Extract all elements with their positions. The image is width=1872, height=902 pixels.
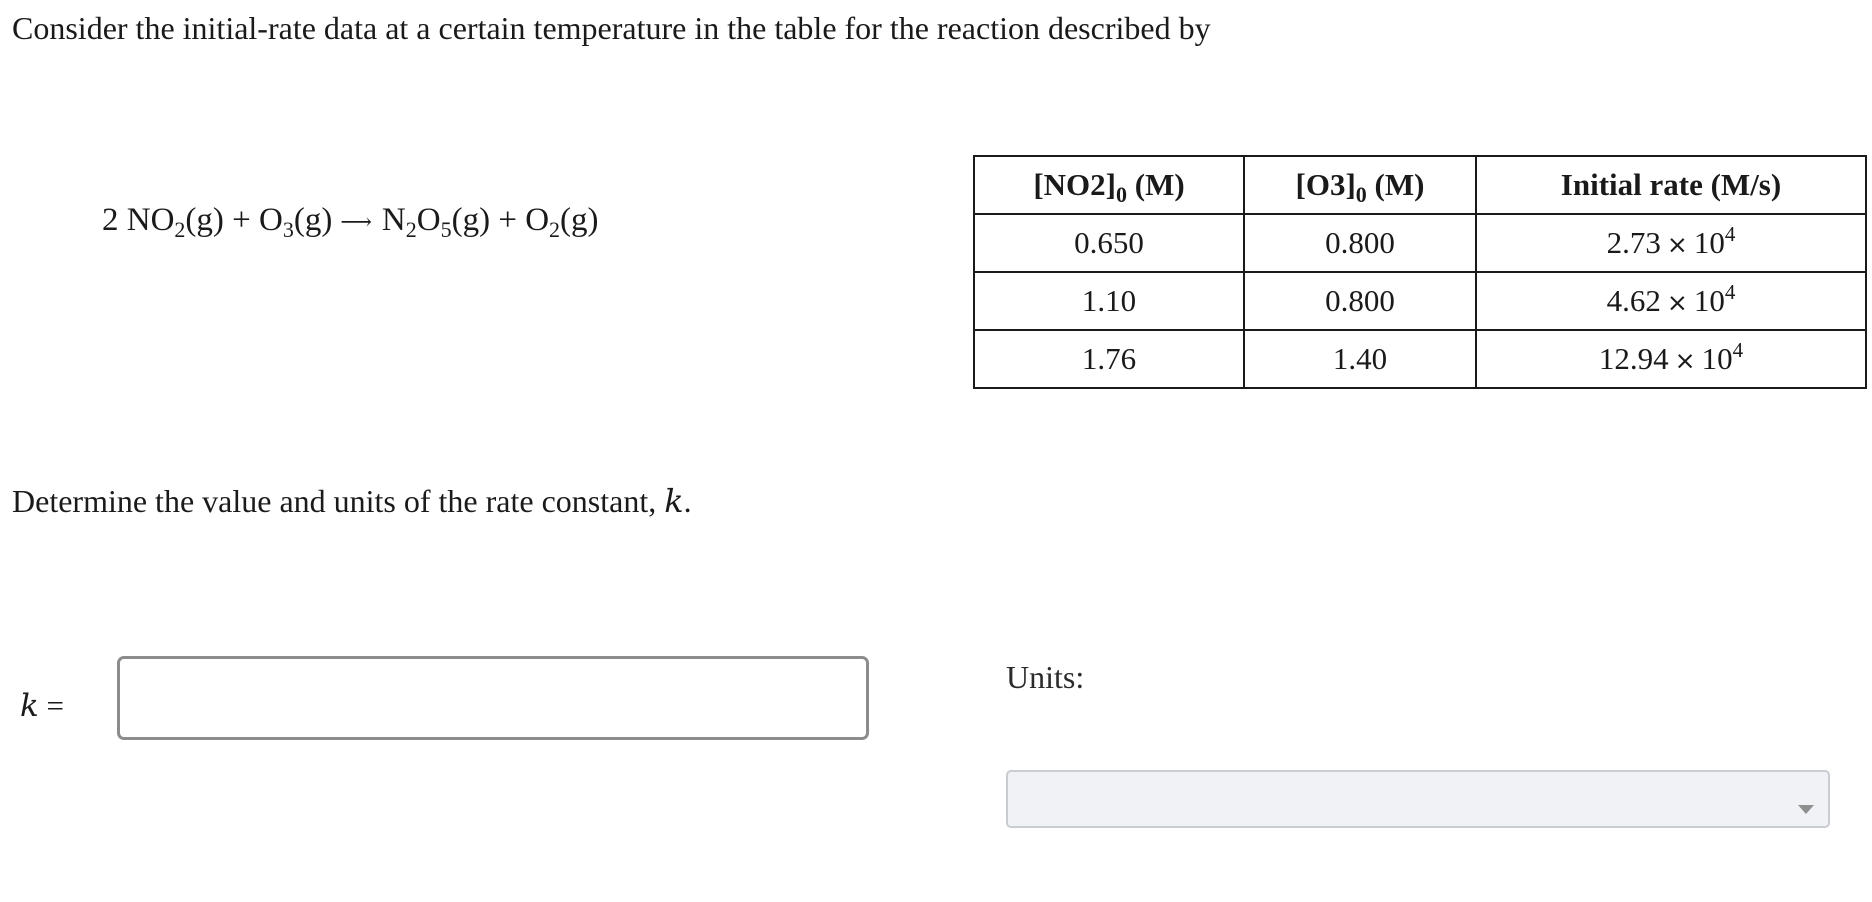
units-dropdown[interactable] — [1006, 770, 1830, 828]
cell-o3: 0.800 — [1244, 272, 1476, 330]
chemical-equation — [102, 198, 599, 244]
k-value-input[interactable] — [117, 656, 869, 740]
rate-mantissa: 2.73 — [1606, 225, 1661, 260]
header-o3-concentration — [1244, 156, 1476, 214]
header-no2-concentration — [974, 156, 1244, 214]
header-initial-rate — [1476, 156, 1866, 214]
cell-no2: 1.10 — [974, 272, 1244, 330]
cell-o3: 0.800 — [1244, 214, 1476, 272]
rate-exponent: 4 — [1724, 222, 1736, 246]
header-o3-unit: (M) — [1366, 167, 1425, 202]
eq-n2o5-o-sub: 5 — [440, 217, 452, 242]
times-sign: × — [1666, 230, 1688, 259]
rate-exponent: 4 — [1724, 280, 1736, 304]
eq-n2o5-o: O — [416, 202, 441, 238]
cell-o3: 1.40 — [1244, 330, 1476, 388]
rate-mantissa: 12.94 — [1598, 341, 1669, 376]
eq-no2: NO — [126, 202, 175, 238]
eq-plus-1: + — [232, 202, 251, 238]
eq-o3: O — [259, 202, 283, 238]
prompt-k-variable: k — [664, 482, 684, 520]
table-header-row — [974, 156, 1866, 214]
header-no2-sub: 0 — [1116, 182, 1127, 207]
question-prompt — [12, 481, 692, 521]
eq-o2-sub: 2 — [549, 217, 561, 242]
times-sign: × — [1666, 288, 1688, 317]
eq-n2o5-n-sub: 2 — [405, 217, 417, 242]
cell-rate — [1476, 330, 1866, 388]
rate-base: 10 — [1693, 283, 1725, 318]
prompt-period: . — [683, 483, 692, 519]
rate-base: 10 — [1701, 341, 1733, 376]
header-o3-sub: 0 — [1355, 182, 1367, 207]
rate-mantissa: 4.62 — [1606, 283, 1661, 318]
k-label-equals: = — [46, 688, 65, 723]
k-label — [20, 686, 64, 726]
header-rate-text: Initial rate (M/s) — [1560, 167, 1782, 202]
rate-base: 10 — [1693, 225, 1725, 260]
eq-o2-state: (g) — [560, 202, 599, 238]
header-no2-unit: (M) — [1127, 167, 1185, 202]
eq-no2-sub: 2 — [174, 217, 186, 242]
intro-text: Consider the initial-rate data at a certain temperature in the table for the reaction described by — [12, 10, 1211, 46]
table-row — [974, 330, 1866, 388]
prompt-text: Determine the value and units of the rate constant, — [12, 483, 665, 519]
chevron-down-icon — [1798, 805, 1814, 814]
table-row — [974, 214, 1866, 272]
eq-plus-2: + — [498, 202, 517, 238]
eq-n2o5-state: (g) — [451, 202, 491, 238]
rate-exponent: 4 — [1732, 338, 1744, 362]
reaction-arrow-icon: ⟶ — [340, 209, 372, 234]
times-sign: × — [1674, 346, 1696, 375]
table-row — [974, 272, 1866, 330]
cell-rate — [1476, 272, 1866, 330]
k-label-variable: k — [20, 688, 39, 724]
header-no2-text: [NO2] — [1033, 167, 1116, 202]
header-o3-text: [O3] — [1295, 167, 1356, 202]
eq-o3-sub: 3 — [282, 217, 294, 242]
eq-coef-no2: 2 — [102, 202, 119, 238]
cell-no2: 1.76 — [974, 330, 1244, 388]
eq-no2-state: (g) — [185, 202, 224, 238]
initial-rate-table — [973, 155, 1867, 389]
eq-o2: O — [525, 202, 550, 238]
eq-o3-state: (g) — [293, 202, 333, 238]
eq-n2o5-n: N — [381, 202, 406, 238]
cell-no2: 0.650 — [974, 214, 1244, 272]
units-label: Units: — [1006, 659, 1085, 695]
cell-rate — [1476, 214, 1866, 272]
